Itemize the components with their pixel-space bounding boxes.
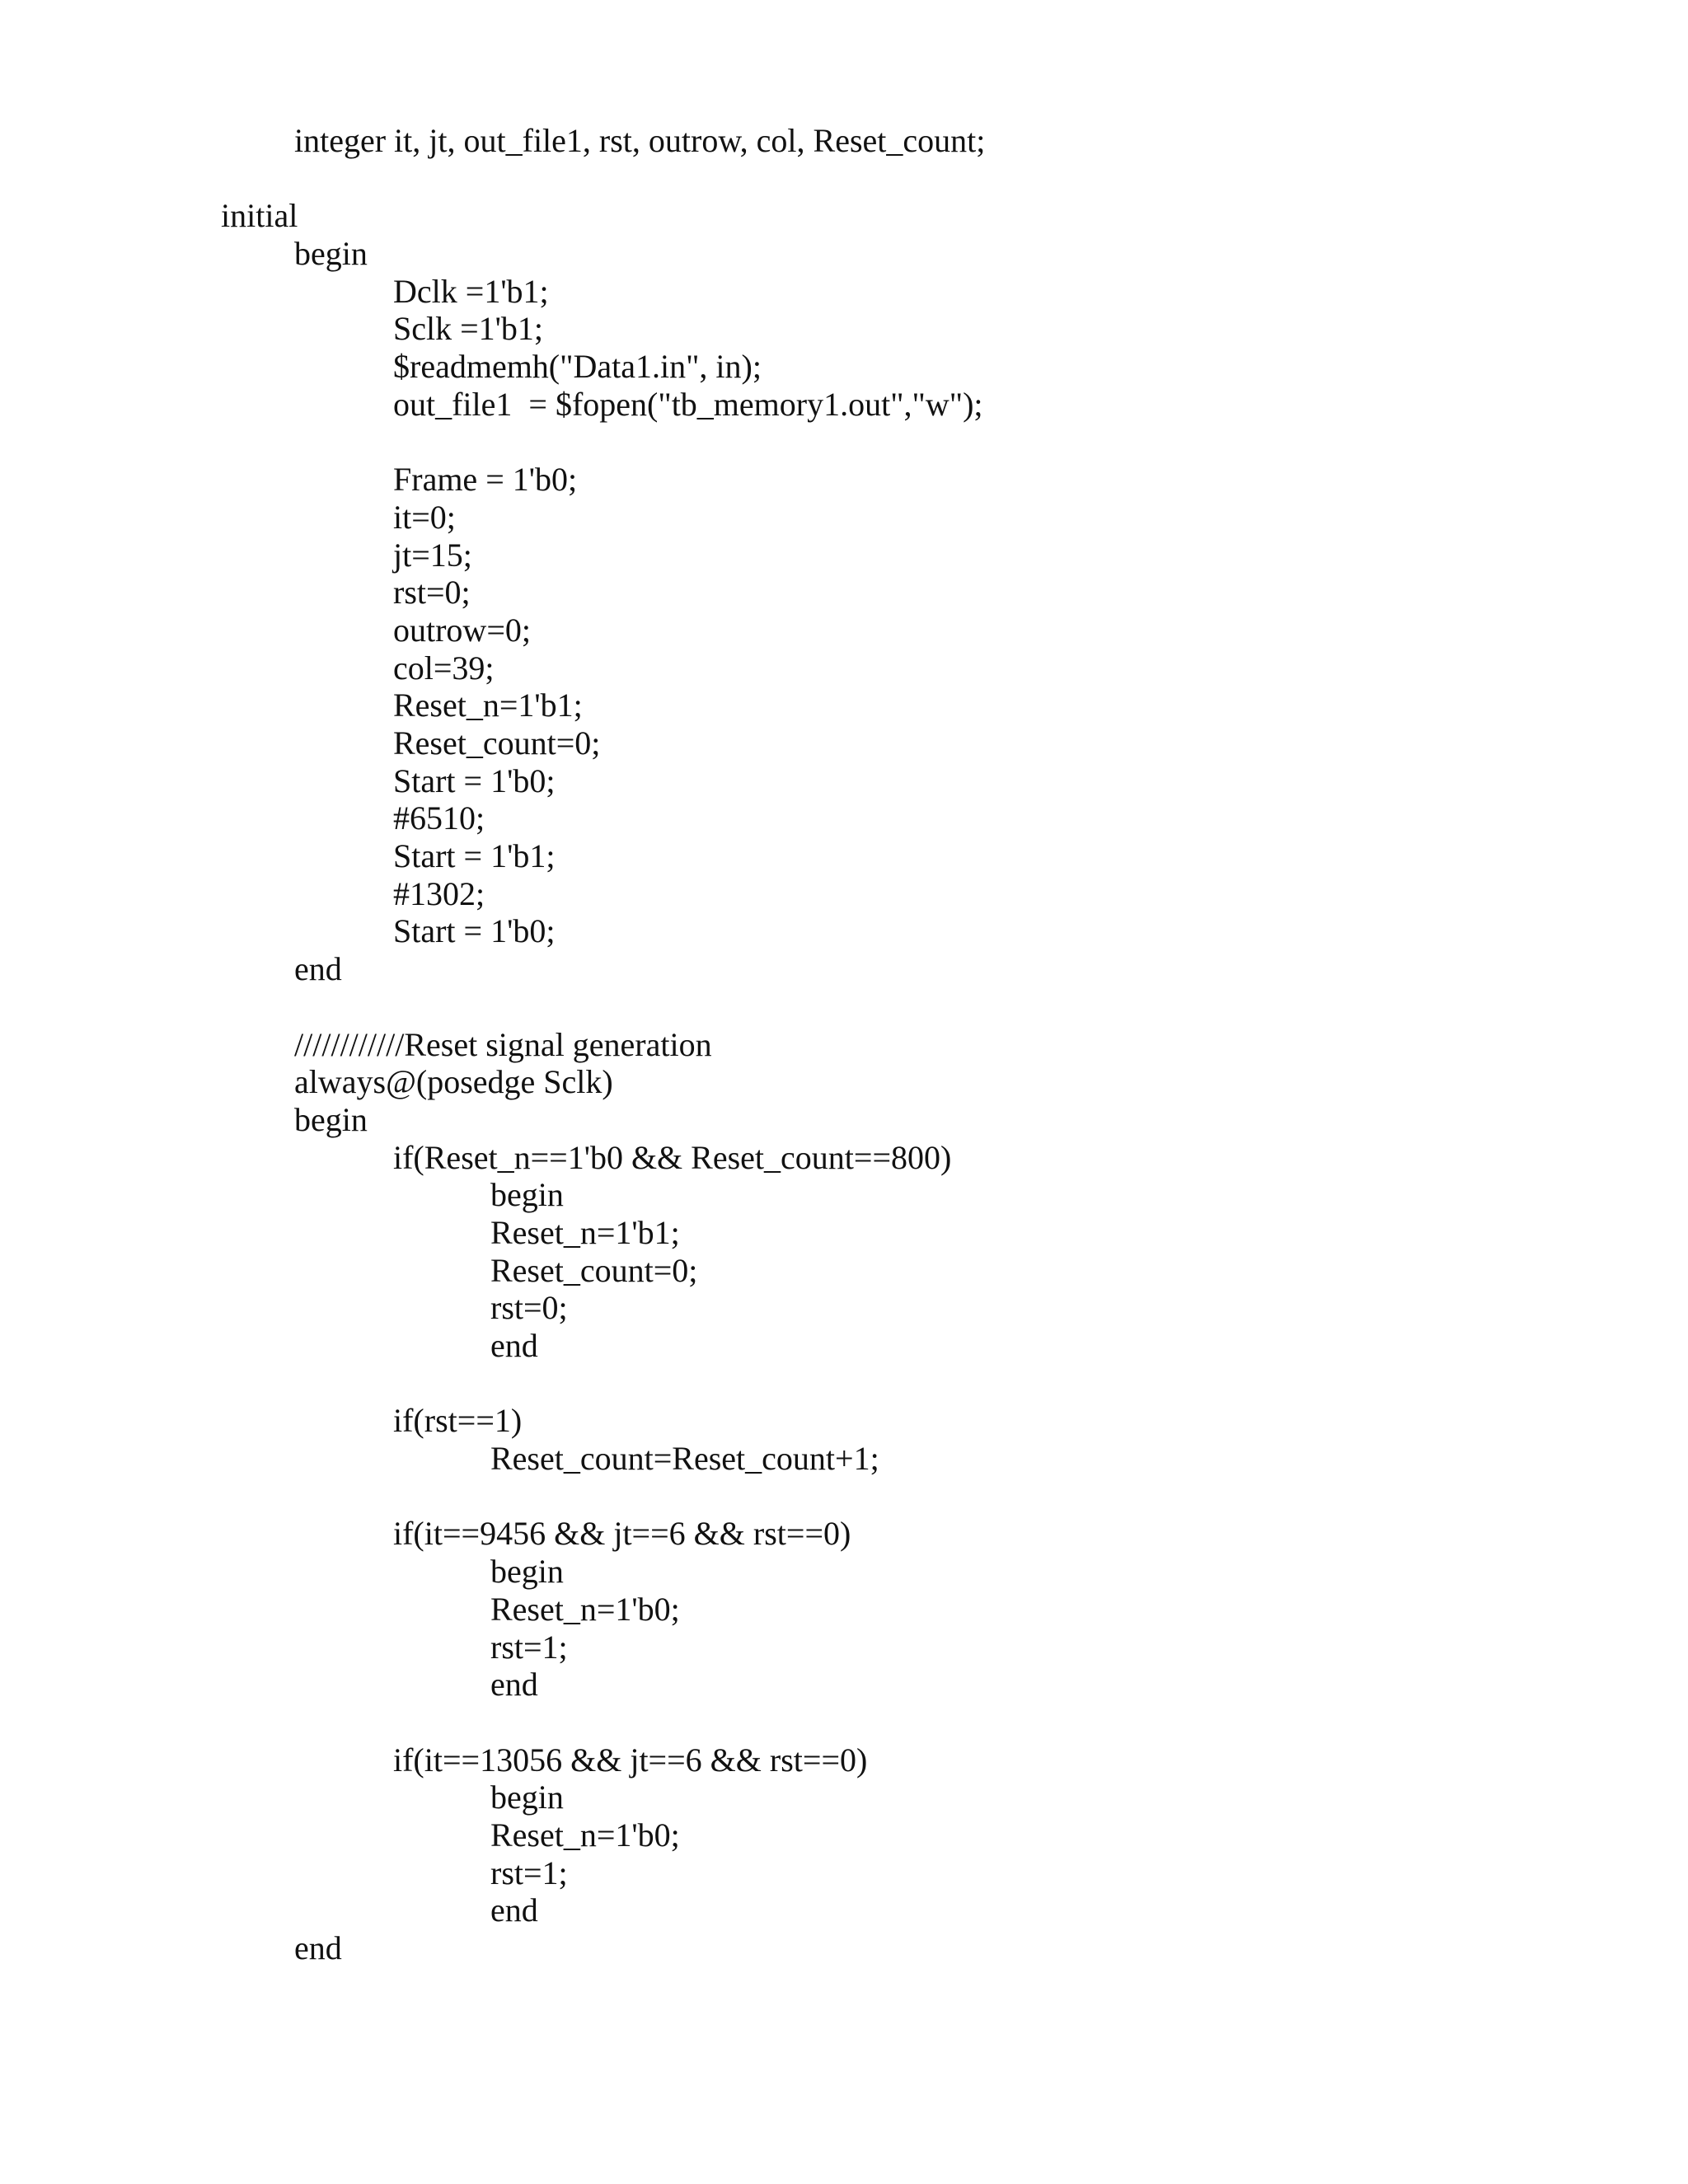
code-line: begin bbox=[294, 1100, 368, 1138]
code-line: end bbox=[490, 1891, 538, 1929]
blank-line bbox=[0, 1478, 985, 1516]
code-line: Reset_n=1'b0; bbox=[490, 1816, 680, 1854]
blank-line bbox=[0, 988, 985, 1026]
code-line: end bbox=[294, 950, 342, 988]
code-line: always@(posedge Sclk) bbox=[294, 1063, 613, 1101]
code-line: initial bbox=[221, 197, 298, 235]
code-line: rst=0; bbox=[490, 1289, 568, 1327]
code-line: it=0; bbox=[393, 498, 456, 536]
code-line: Reset_n=1'b1; bbox=[490, 1213, 680, 1251]
code-line: jt=15; bbox=[393, 536, 472, 574]
blank-line bbox=[0, 160, 985, 198]
code-line: $readmemh("Data1.in", in); bbox=[393, 348, 762, 386]
code-line: rst=0; bbox=[393, 574, 471, 612]
code-line: begin bbox=[490, 1779, 564, 1816]
code-line: begin bbox=[490, 1553, 564, 1591]
blank-line bbox=[0, 424, 985, 462]
code-line: Reset_n=1'b0; bbox=[490, 1590, 680, 1628]
code-line: Reset_count=0; bbox=[490, 1251, 698, 1289]
code-line: #1302; bbox=[393, 874, 485, 912]
code-line: if(rst==1) bbox=[393, 1402, 523, 1440]
code-line: end bbox=[490, 1666, 538, 1704]
code-line: Start = 1'b1; bbox=[393, 837, 556, 875]
code-line: Sclk =1'b1; bbox=[393, 310, 543, 348]
code-line: #6510; bbox=[393, 799, 485, 837]
code-line: col=39; bbox=[393, 649, 495, 687]
code-line: end bbox=[294, 1929, 342, 1966]
code-line: Reset_n=1'b1; bbox=[393, 687, 583, 724]
code-line: begin bbox=[294, 235, 368, 273]
code-line: out_file1 = $fopen("tb_memory1.out","w"); bbox=[393, 385, 983, 423]
code-line: end bbox=[490, 1327, 538, 1364]
code-line: Start = 1'b0; bbox=[393, 762, 556, 799]
blank-line bbox=[0, 1365, 985, 1403]
blank-line bbox=[0, 1704, 985, 1741]
code-line: begin bbox=[490, 1176, 564, 1214]
code-line: rst=1; bbox=[490, 1628, 568, 1666]
code-line: integer it, jt, out_file1, rst, outrow, col, Reset_count; bbox=[294, 122, 986, 159]
code-line: rst=1; bbox=[490, 1854, 568, 1891]
code-line: if(Reset_n==1'b0 && Reset_count==800) bbox=[393, 1138, 952, 1176]
code-listing bbox=[0, 122, 985, 1967]
code-line: Dclk =1'b1; bbox=[393, 272, 549, 310]
code-line: outrow=0; bbox=[393, 611, 531, 649]
code-line: Reset_count=Reset_count+1; bbox=[490, 1440, 879, 1478]
code-line: Reset_count=0; bbox=[393, 724, 601, 762]
code-line: if(it==9456 && jt==6 && rst==0) bbox=[393, 1515, 851, 1553]
code-line: if(it==13056 && jt==6 && rst==0) bbox=[393, 1741, 868, 1779]
code-line: Start = 1'b0; bbox=[393, 912, 556, 950]
code-line: ////////////Reset signal generation bbox=[294, 1025, 712, 1063]
code-line: Frame = 1'b0; bbox=[393, 461, 578, 499]
